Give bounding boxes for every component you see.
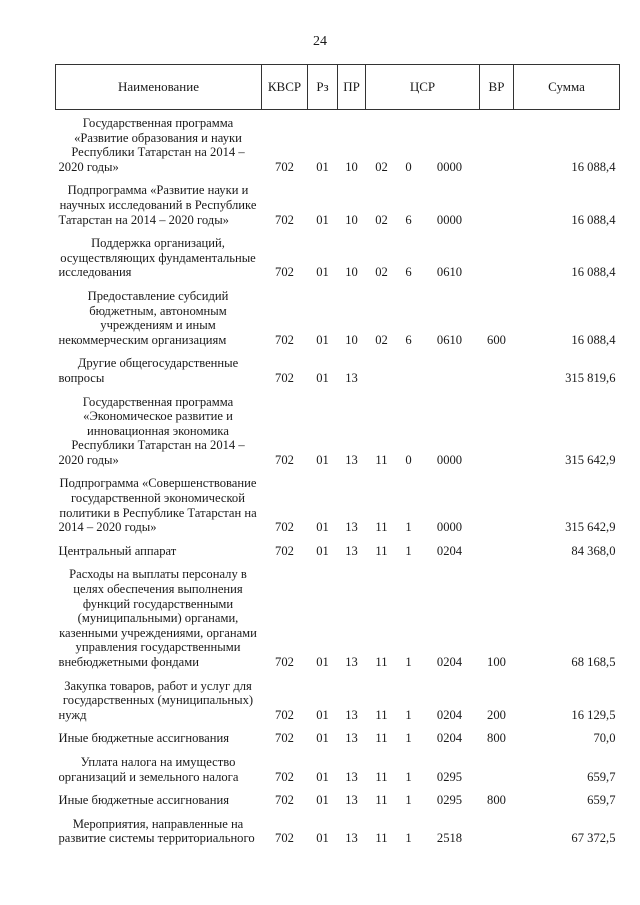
cell-name: Государственная программа «Экономическое развитие и инновационная экономика Республики Татарстан на 2014 – 2020 годы» [58,394,245,467]
cell-sum: 16 088,4 [571,265,616,280]
cell-vr [480,110,514,175]
cell-csr3: 0204 [436,707,463,722]
cell-rz: 01 [316,332,329,347]
cell-name: Уплата налога на имущество организаций и земельного налога [58,754,239,784]
cell-vr: 600 [487,332,506,347]
cell-csr1 [366,347,398,385]
cell-rz: 01 [316,655,329,669]
cell-rz: 01 [316,370,329,385]
cell-csr3: 0000 [436,212,463,227]
cell-csr2: 1 [405,655,412,669]
cell-rz: 01 [316,731,329,746]
header-sum: Сумма [514,65,620,110]
table-row [56,110,620,175]
table-row [56,174,620,227]
cell-csr3: 0204 [436,731,463,746]
cell-name: Мероприятия, направленные на развитие системы территориального [58,816,255,846]
cell-name: Другие общегосударственные вопросы [58,356,239,385]
table-row [56,746,620,784]
cell-csr2: 1 [405,520,412,535]
cell-vr [480,227,514,280]
cell-csr1: 02 [375,332,388,347]
table-row [56,670,620,723]
table-row [56,467,620,534]
cell-csr1: 11 [375,452,388,467]
cell-pr: 13 [345,707,358,722]
cell-sum: 84 368,0 [571,543,616,558]
cell-pr: 10 [345,332,358,347]
cell-pr: 13 [345,831,358,846]
cell-kvsr: 702 [275,332,294,347]
cell-vr [480,347,514,385]
cell-sum: 659,7 [587,793,616,808]
cell-sum: 16 088,4 [571,212,616,227]
cell-rz: 01 [316,159,329,174]
cell-csr3: 0295 [436,769,463,784]
cell-name: Предоставление субсидий бюджетным, автономным учреждениям и иным некоммерческим организациям [58,288,229,347]
cell-vr [480,535,514,559]
cell-vr: 200 [487,707,506,722]
cell-csr3: 0295 [436,793,463,808]
cell-pr: 10 [345,212,358,227]
cell-csr2: 6 [405,265,412,280]
cell-csr2: 6 [405,332,412,347]
cell-name: Иные бюджетные ассигнования [58,731,230,746]
cell-csr1: 11 [375,655,388,669]
cell-kvsr: 702 [275,769,294,784]
cell-kvsr: 702 [275,370,294,385]
table-row [56,280,620,347]
cell-sum: 67 372,5 [571,831,616,846]
header-vr: ВР [480,65,514,110]
cell-kvsr: 702 [275,520,294,535]
cell-vr: 800 [487,731,506,746]
cell-pr: 13 [345,793,358,808]
cell-vr [480,386,514,468]
cell-csr3: 0610 [436,332,463,347]
cell-csr1: 11 [375,793,388,808]
cell-csr2: 1 [405,793,412,808]
cell-sum: 315 642,9 [565,452,616,467]
cell-kvsr: 702 [275,707,294,722]
cell-csr1: 02 [375,265,388,280]
cell-csr2: 0 [405,159,412,174]
table-header [56,65,620,110]
cell-csr2: 6 [405,212,412,227]
cell-name: Расходы на выплаты персоналу в целях обеспечения выполнения функций государственными (муниципальными) органами, казенными учреждениями, органами управления государственными внебюджетными фондами [58,567,257,669]
cell-vr [480,174,514,227]
cell-csr3 [420,347,480,385]
cell-rz: 01 [316,452,329,467]
cell-rz: 01 [316,543,329,558]
cell-rz: 01 [316,520,329,535]
cell-kvsr: 702 [275,731,294,746]
cell-kvsr: 702 [275,452,294,467]
cell-name: Закупка товаров, работ и услуг для государственных (муниципальных) нужд [58,678,254,722]
cell-csr1: 11 [375,831,388,846]
cell-csr3: 0000 [436,452,463,467]
cell-pr: 13 [345,520,358,535]
cell-csr3: 0204 [436,543,463,558]
cell-vr [480,467,514,534]
cell-sum: 659,7 [587,769,616,784]
cell-csr2: 1 [405,769,412,784]
cell-kvsr: 702 [275,543,294,558]
table-row [56,227,620,280]
cell-csr2: 0 [405,452,412,467]
cell-vr: 800 [487,793,506,808]
cell-csr3: 2518 [436,831,463,846]
table-body [56,110,620,846]
cell-sum: 315 819,6 [565,370,616,385]
cell-csr3: 0000 [436,159,463,174]
cell-csr1: 11 [375,520,388,535]
cell-csr1: 02 [375,212,388,227]
cell-name: Поддержка организаций, осуществляющих фундаментальные исследования [58,236,256,280]
budget-table [55,64,620,846]
cell-sum: 68 168,5 [571,655,616,669]
cell-sum: 16 129,5 [571,707,616,722]
cell-csr1: 02 [375,159,388,174]
cell-kvsr: 702 [275,265,294,280]
header-pr: ПР [338,65,366,110]
cell-csr2: 1 [405,707,412,722]
cell-rz: 01 [316,265,329,280]
cell-kvsr: 702 [275,212,294,227]
header-rz: Рз [308,65,338,110]
cell-name: Государственная программа «Развитие образования и науки Республики Татарстан на 2014 – 2020 годы» [58,116,245,174]
cell-pr: 13 [345,655,358,669]
cell-name: Подпрограмма «Совершенствование государственной экономической политики в Республике Татарстан на 2014 – 2020 годы» [58,476,257,535]
cell-kvsr: 702 [275,831,294,846]
cell-sum: 315 642,9 [565,520,616,535]
cell-vr: 100 [487,655,506,669]
cell-name: Иные бюджетные ассигнования [58,793,230,808]
table-row [56,347,620,385]
header-kvsr: КВСР [262,65,308,110]
cell-name: Центральный аппарат [58,543,177,558]
cell-csr1: 11 [375,769,388,784]
cell-rz: 01 [316,707,329,722]
cell-sum: 70,0 [593,731,616,746]
cell-csr3: 0204 [436,655,463,669]
table-row [56,808,620,846]
cell-csr2 [398,347,420,385]
cell-kvsr: 702 [275,655,294,669]
cell-pr: 10 [345,265,358,280]
cell-csr2: 1 [405,831,412,846]
cell-csr2: 1 [405,543,412,558]
cell-pr: 13 [345,543,358,558]
table-row [56,558,620,669]
cell-csr1: 11 [375,543,388,558]
table-row [56,722,620,746]
cell-rz: 01 [316,769,329,784]
cell-pr: 13 [345,731,358,746]
cell-rz: 01 [316,212,329,227]
cell-sum: 16 088,4 [571,332,616,347]
cell-kvsr: 702 [275,159,294,174]
cell-csr3: 0610 [436,265,463,280]
cell-csr1: 11 [375,707,388,722]
cell-kvsr: 702 [275,793,294,808]
cell-sum: 16 088,4 [571,159,616,174]
cell-csr2: 1 [405,731,412,746]
cell-pr: 13 [345,370,358,385]
cell-vr [480,808,514,846]
table-row [56,535,620,559]
table-row [56,386,620,468]
table-row [56,784,620,808]
page-number: 24 [313,34,327,49]
cell-rz: 01 [316,793,329,808]
cell-csr1: 11 [375,731,388,746]
cell-pr: 10 [345,159,358,174]
cell-pr: 13 [345,452,358,467]
cell-name: Подпрограмма «Развитие науки и научных исследований в Республике Татарстан на 2014 – 2020 годы» [58,183,257,227]
cell-rz: 01 [316,831,329,846]
header-name: Наименование [56,65,262,110]
header-csr: ЦСР [366,65,480,110]
cell-csr3: 0000 [436,520,463,535]
cell-pr: 13 [345,769,358,784]
cell-vr [480,746,514,784]
